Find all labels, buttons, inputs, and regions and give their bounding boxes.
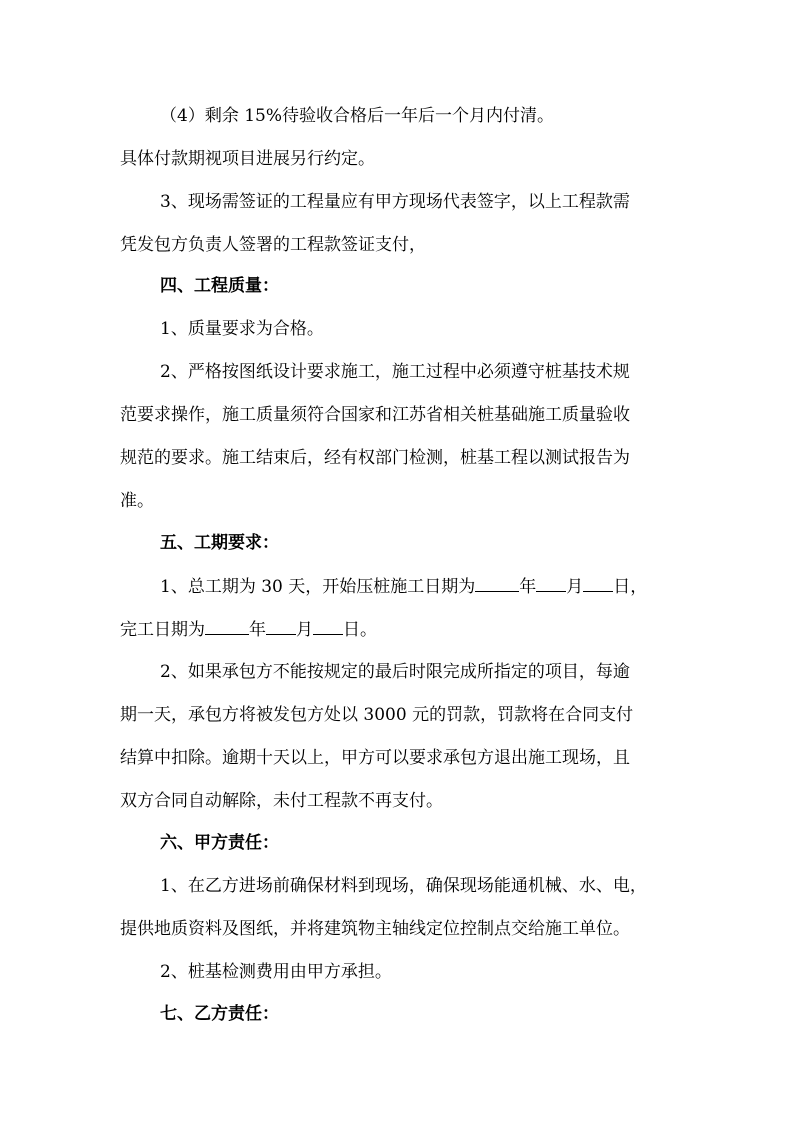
schedule-clause-1-line-1 [160,575,647,598]
section-heading-schedule: 五、工期要求： [160,533,279,553]
start-month-blank[interactable] [536,575,566,592]
party-a-clause-2: 2、桩基检测费用由甲方承担。 [160,962,392,982]
party-a-clause-1-line-1: 1、在乙方进场前确保材料到现场，确保现场能通机械、水、电， [160,876,647,896]
quality-clause-2-line-2: 范要求操作，施工质量须符合国家和江苏省相关桩基础施工质量验收 [120,405,630,425]
completion-label: 完工日期为 [120,620,205,640]
schedule-clause-1-line-2 [120,618,377,641]
end-month-label: 月 [296,620,313,640]
end-year-blank[interactable] [205,618,249,635]
schedule-clause-2-line-3: 结算中扣除。逾期十天以上，甲方可以要求承包方退出施工现场，且 [120,748,630,768]
payment-schedule-note: 具体付款期视项目进展另行约定。 [120,149,375,169]
quality-clause-2-line-4: 准。 [120,491,154,511]
quality-clause-2-line-3: 规范的要求。施工结束后，经有权部门检测，桩基工程以测试报告为 [120,448,630,468]
end-month-blank[interactable] [266,618,296,635]
schedule-clause-2-line-1: 2、如果承包方不能按规定的最后时限完成所指定的项目，每逾 [160,662,630,682]
start-year-label: 年 [519,577,537,597]
payment-item-4: （4）剩余 15%待验收合格后一年后一个月内付清。 [160,106,555,126]
clause-3-line-2: 凭发包方负责人签署的工程款签证支付， [120,235,426,255]
start-month-label: 月 [566,577,584,597]
start-day-blank[interactable] [583,575,613,592]
section-heading-party-b: 七、乙方责任： [160,1004,279,1024]
quality-clause-1: 1、质量要求为合格。 [160,319,324,339]
clause-3-line-1: 3、现场需签证的工程量应有甲方现场代表签字，以上工程款需 [160,192,630,212]
schedule-clause-2-line-2: 期一天，承包方将被发包方处以 3000 元的罚款，罚款将在合同支付 [120,705,634,725]
end-year-label: 年 [249,620,266,640]
end-day-label: 日。 [343,620,377,640]
quality-clause-2-line-1: 2、严格按图纸设计要求施工，施工过程中必须遵守桩基技术规 [160,362,630,382]
schedule-start-label: 1、总工期为 30 天，开始压桩施工日期为 [160,577,476,597]
start-year-blank[interactable] [475,575,519,592]
section-heading-party-a: 六、甲方责任： [160,833,279,853]
start-day-label: 日， [613,577,648,597]
schedule-clause-2-line-4: 双方合同自动解除，未付工程款不再支付。 [120,791,443,811]
section-heading-quality: 四、工程质量： [160,276,279,296]
end-day-blank[interactable] [313,618,343,635]
party-a-clause-1-line-2: 提供地质资料及图纸，并将建筑物主轴线定位控制点交给施工单位。 [120,919,630,939]
